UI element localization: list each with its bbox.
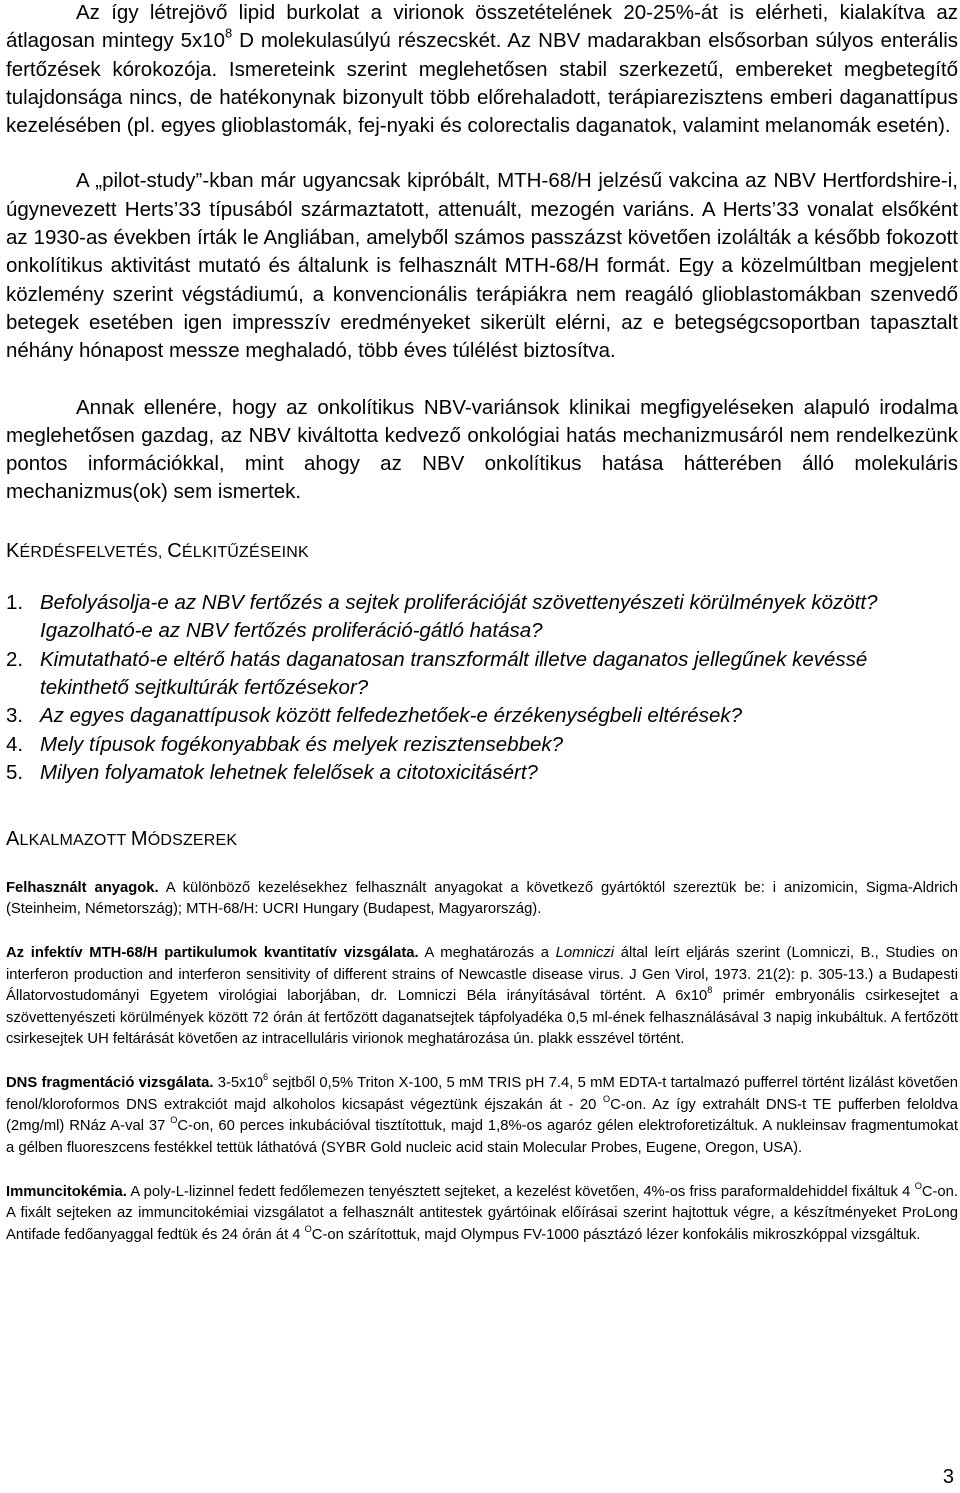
method-materials: Felhasznált anyagok. A különböző kezelésekhez felhasznált anyagokat a következő gyártóktól szereztük be: i anizomicin, Sigma-Aldrich (Steinheim, Németország); MTH-68/H: UCRI Hungary (Budapest, Magyarország). bbox=[6, 879, 958, 917]
list-item: 3. Az egyes daganattípusok között felfedezhetőek-e érzékenységbeli eltérések? bbox=[6, 704, 742, 728]
method-immunocytochemistry: Immuncitokémia. A poly-L-lizinnel fedett fedőlemezen tenyésztett sejteket, a kezelést követően, 4%-os friss paraformaldehiddel fixáltuk 4 $^O$C-on. A fixált sejteken az immuncitokémiai vizsgálatot a felhasznált antitestek gyártóinak előírásai szerint hajtottuk végre, a készítményeket ProLong Antifade fedőanyaggal fedtük és 24 órán át 4 $^O$C-on szárítottuk, majd Olympus FV-1000 pásztázó lézer konfokális mikroszkóppal vizsgáltuk. bbox=[6, 1181, 958, 1243]
document-page bbox=[6, 0, 958, 1246]
method-virus-quantification: Az infektív MTH-68/H partikulumok kvantitatív vizsgálata. A meghatározás a Lomniczi által leírt eljárás szerint (Lomniczi, B., Studies on interferon production and interferon sensitivity of different strains of Newcastle disease virus. J Gen Virol, 1973. 21(2): p. 305-13.) a Budapesti Állatorvostudományi Egyetem virológiai laborjában, dr. Lomniczi Béla irányításával történt. A $6x10^8$ primér embryonális csirkesejtet a szövettenyészeti körülmények között 72 órán át fertőzött daganatsejtek tápfolyadéka 0,5 ml-ének felhasználásával 3 napig inkubáltuk. A fertőzött csirkesejtek UH feltárását követően az intracelluláris virionok meghatározása ún. plakk esszével történt. bbox=[6, 945, 958, 1048]
paragraph-pilot-study: A „pilot-study”-kban már ugyancsak kipróbált, MTH-68/H jelzésű vakcina az NBV Hertfordshire-i, úgynevezett Herts’33 típusából származtatott, attenuált, mezogén variáns. A Herts’33 vonalat elsőként az 1930-as években írták le Angliában, amelyből számos passzázst követően izolálták a később fokozott onkolítikus aktivitást mutató és általunk is felhasznált MTH-68/H formát. Egy a közelmúltban megjelent közlemény szerint végstádiumú, a konvencionális terápiákra nem reagáló glioblastomákban szenvedő betegek esetében igen impresszív eredményeket sikerült elérni, az e betegségcsoportban tapasztalt néhány hónapost messze meghaladó, több éves túlélést biztosítva. bbox=[6, 169, 958, 363]
paragraph-lipid: Az így létrejövő lipid burkolat a virionok összetételének 20-25%-át is elérheti, kialakítva az átlagosan mintegy $5x10^8$ D molekulasúlyú részecskét. Az NBV madarakban elsősorban súlyos enterális fertőzések kórokozója. Ismereteink szerint meglehetősen stabil szerkezetű, embereket megbetegítő tulajdonsága nincs, de hatékonynak bizonyult több előrehaladott, terápiarezisztens emberi daganattípus kezelésében (pl. egyes glioblastomák, fej-nyaki és colorectalis daganatok, valamint melanomák esetén). bbox=[6, 1, 959, 138]
list-item: 5. Milyen folyamatok lehetnek felelősek a citotoxicitásért? bbox=[6, 761, 538, 785]
method-dna-fragmentation: DNS fragmentáció vizsgálata. $3-5x10^6$ sejtből 0,5% Triton X-100, 5 mM TRIS pH 7.4, 5 mM EDTA-t tartalmazó pufferrel történt lizálást követően fenol/kloroformos DNS extrakciót majd alkoholos kicsapást végeztünk éjszakán át - 20 $^O$C-on. Az így extrahált DNS-t TE pufferben feloldva (2mg/ml) RNáz A-val 37 $^O$C-on, 60 perces inkubációval tisztítottuk, majd 1,8%-os agaróz gélen elektroforetizáltuk. A nukleinsav fragmentumokat a gélben fluoreszcens festékkel tettük láthatóvá (SYBR Gold nucleic acid stain Molecular Probes, Eugene, Oregon, USA). bbox=[6, 1072, 958, 1156]
heading-methods: ALKALMAZOTT MÓDSZEREK bbox=[6, 827, 238, 850]
list-item: 2. Kimutatható-e eltérő hatás daganatosan transzformált illetve daganatos jellegűnek kevéssé tekinthető sejtkultúrák fertőzésekor? bbox=[6, 647, 868, 699]
paragraph-mechanism: Annak ellenére, hogy az onkolítikus NBV-variánsok klinikai megfigyeléseken alapuló irodalma meglehetősen gazdag, az NBV kiváltotta kedvező onkológiai hatás mechanizmusáról nem rendelkezünk pontos információkkal, mint ahogy az NBV onkolítikus hatása hátterében álló molekuláris mechanizmus(ok) sem ismertek. bbox=[6, 395, 958, 504]
question-list bbox=[6, 589, 958, 788]
list-item: 4. Mely típusok fogékonyabbak és melyek rezisztensebbek? bbox=[6, 732, 564, 756]
page-number: 3 bbox=[942, 1466, 954, 1488]
heading-questions: KÉRDÉSFELVETÉS, CÉLKITŰZÉSEINK bbox=[6, 539, 309, 562]
list-item: 1. Befolyásolja-e az NBV fertőzés a sejtek proliferációját szövettenyészeti körülmények között? Igazolható-e az NBV fertőzés proliferáció-gátló hatása? bbox=[6, 590, 878, 643]
